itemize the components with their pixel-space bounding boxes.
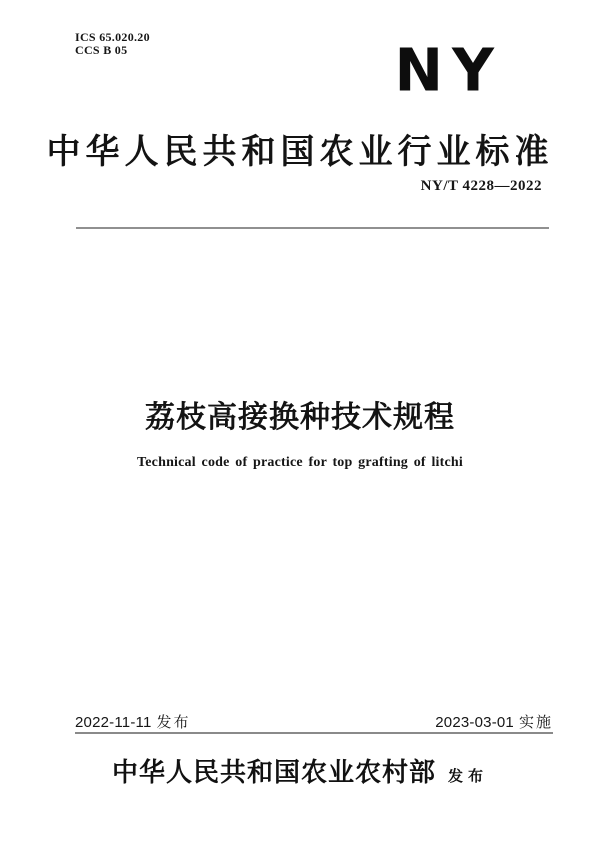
top-divider-rule — [76, 227, 549, 229]
ics-code: ICS 65.020.20 — [75, 30, 150, 44]
issuer-row — [0, 752, 600, 789]
release-date-value: 2022-11-11 — [75, 714, 152, 731]
issuer-publish-label: 发布 — [448, 769, 489, 785]
standard-title-english: Technical code of practice for top grafting of litchi — [137, 455, 463, 470]
ccs-code: CCS B 05 — [75, 43, 128, 57]
release-date-label: 发布 — [156, 714, 191, 731]
implementation-date-label: 实施 — [518, 714, 553, 731]
standard-number: NY/T 4228—2022 — [420, 178, 542, 194]
ny-logo: NY — [394, 35, 503, 105]
standard-title-chinese: 荔枝高接换种技术规程 — [145, 401, 455, 434]
standard-category-heading: 中华人民共和国农业行业标准 — [46, 133, 554, 171]
classification-codes — [75, 31, 150, 57]
bottom-divider-rule — [75, 732, 553, 734]
implementation-date — [435, 711, 553, 732]
release-date — [75, 711, 191, 732]
implementation-date-value: 2023-03-01 — [435, 714, 514, 731]
dates-row — [75, 711, 553, 732]
issuer-name: 中华人民共和国农业农村部 — [111, 758, 436, 787]
